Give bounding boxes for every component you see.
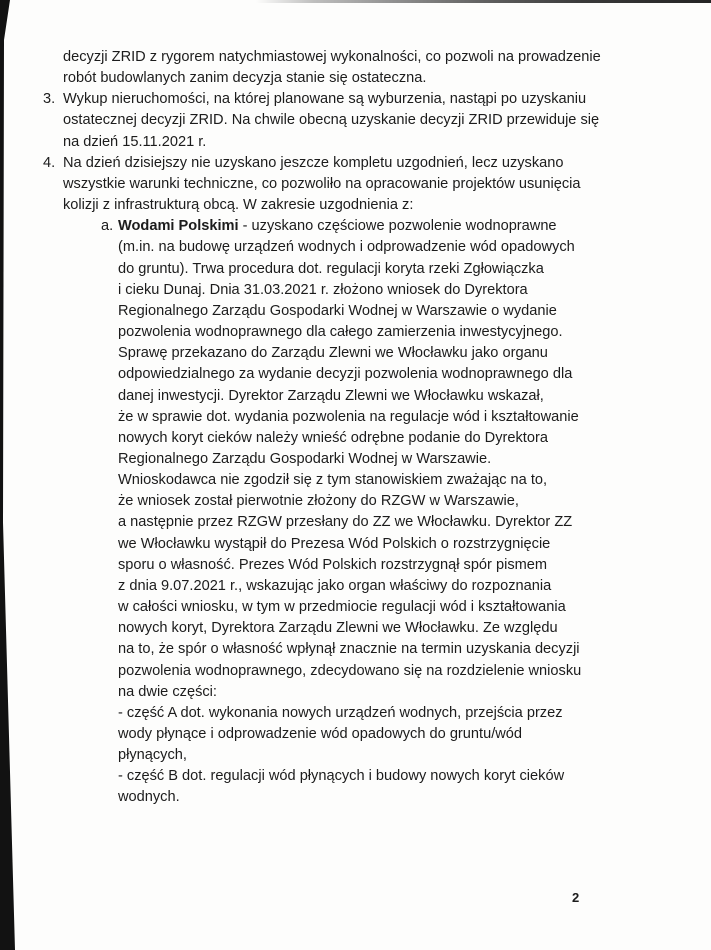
text-line: 4. Na dzień dzisiejszy nie uzyskano jeszcze kompletu uzgodnień, lecz uzyskano	[0, 153, 711, 174]
text-line: - część A dot. wykonania nowych urządzeń wodnych, przejścia przez	[118, 704, 563, 721]
list-marker: 3.	[43, 91, 56, 108]
text-line: płynących,	[118, 747, 187, 764]
list-marker: 4.	[43, 154, 56, 171]
text-line: Sprawę przekazano do Zarządu Zlewni we Włocławku jako organu	[118, 345, 548, 362]
text-line: ostatecznej decyzji ZRID. Na chwile obecną uzyskanie decyzji ZRID przewiduje się	[63, 112, 600, 129]
text-line: danej inwestycji. Dyrektor Zarządu Zlewni we Włocławku wskazał,	[118, 387, 544, 404]
text-line: i cieku Dunaj. Dnia 31.03.2021 r. złożono wniosek do Dyrektora	[118, 281, 528, 298]
text-line: odpowiedzialnego za wydanie decyzji pozwolenia wodnoprawnego dla	[118, 366, 573, 383]
text-line: Regionalnego Zarządu Gospodarki Wodnej w Warszawie.	[118, 450, 492, 467]
text-line: a następnie przez RZGW przesłany do ZZ we Włocławku. Dyrektor ZZ	[118, 514, 573, 531]
text-line: Regionalnego Zarządu Gospodarki Wodnej w Warszawie o wydanie	[118, 302, 557, 319]
text-line: do gruntu). Trwa procedura dot. regulacji koryta rzeki Zgłowiączka	[118, 260, 544, 277]
text-line: na dzień 15.11.2021 r.	[63, 133, 207, 150]
text-line: nowych koryt, Dyrektora Zarządu Zlewni we Włocławku. Ze względu	[118, 620, 558, 637]
text-line: a. Wodami Polskimi - uzyskano częściowe pozwolenie wodnoprawne	[0, 216, 711, 237]
bold-run: Wodami Polskimi	[118, 218, 239, 235]
text-line: decyzji ZRID z rygorem natychmiastowej wykonalności, co pozwoli na prowadzenie	[63, 49, 601, 65]
text-line: pozwolenia wodnoprawnego, zdecydowano się na rozdzielenie wniosku	[118, 662, 582, 679]
document-text-block	[0, 47, 711, 809]
list-marker: a.	[101, 218, 114, 235]
text-line: że w sprawie dot. wydania pozwolenia na regulacje wód i kształtowanie	[118, 408, 579, 425]
text-line: wszystkie warunki techniczne, co pozwoliło na opracowanie projektów usunięcia	[63, 175, 581, 192]
text-line: na dwie części:	[118, 683, 217, 700]
text-line: że wniosek został pierwotnie złożony do RZGW w Warszawie,	[118, 493, 519, 510]
text-line: sporu o własność. Prezes Wód Polskich rozstrzygnął spór pismem	[118, 556, 548, 573]
text-line: robót budowlanych zanim decyzja stanie się ostateczna.	[63, 70, 427, 87]
text-line: Wnioskodawca nie zgodził się z tym stanowiskiem zważając na to,	[118, 472, 548, 489]
text-line: wody płynące i odprowadzenie wód opadowych do gruntu/wód	[118, 726, 523, 742]
text-line: pozwolenia wodnoprawnego dla całego zamierzenia inwestycyjnego.	[118, 324, 563, 341]
text-line: (m.in. na budowę urządzeń wodnych i odprowadzenie wód opadowych	[118, 239, 575, 256]
text-line: w całości wniosku, w tym w przedmiocie regulacji wód i kształtowania	[118, 599, 566, 616]
text-line: wodnych.	[118, 789, 180, 806]
text-line: na to, że spór o własność wpłynął znacznie na termin uzyskania decyzji	[118, 641, 580, 658]
text-line: 3. Wykup nieruchomości, na której planowane są wyburzenia, nastąpi po uzyskaniu	[0, 89, 711, 110]
text-line: we Włocławku wystąpił do Prezesa Wód Polskich o rozstrzygnięcie	[118, 535, 551, 552]
text-line: - część B dot. regulacji wód płynących i budowy nowych koryt cieków	[118, 768, 565, 785]
scan-artifact-top-edge	[0, 0, 711, 3]
page-number: 2	[572, 890, 580, 905]
text-line: nowych koryt cieków należy wnieść odrębne podanie do Dyrektora	[118, 429, 548, 446]
text-line: kolizji z infrastrukturą obcą. W zakresie uzgodnienia z:	[63, 197, 414, 214]
text-line: z dnia 9.07.2021 r., wskazując jako organ właściwy do rozpoznania	[118, 577, 552, 594]
